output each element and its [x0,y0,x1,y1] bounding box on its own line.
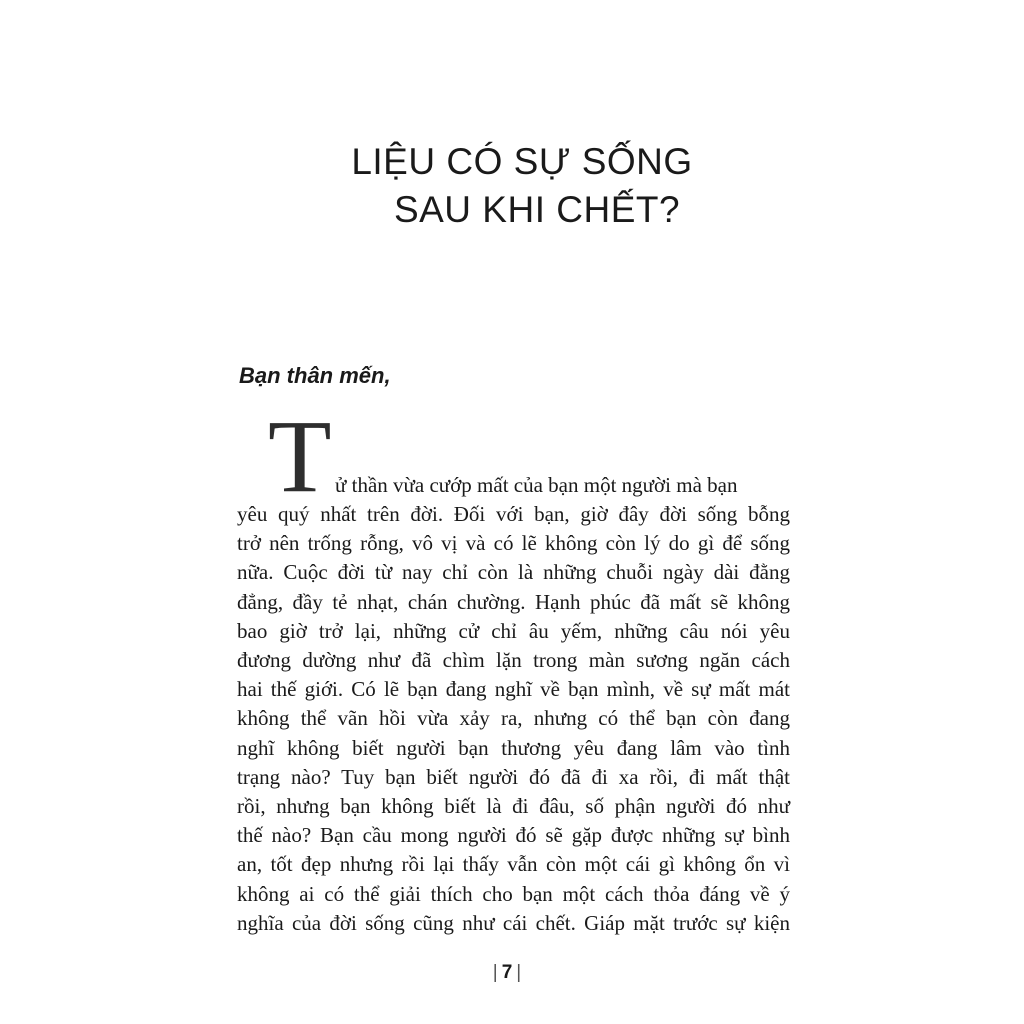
paragraph-line: hai thế giới. Có lẽ bạn đang nghĩ về bạn mình, về sự mất mát [237,677,790,702]
page-number-separator-right: | [516,962,522,983]
paragraph-line: nghĩa của đời sống cũng như cái chết. Giáp mặt trước sự kiện [237,910,790,935]
paragraph-line: không thể vãn hồi vừa xảy ra, nhưng có thể bạn còn đang [237,706,790,731]
paragraph-line: nghĩ không biết người bạn thương yêu đang lâm vào tình [237,735,790,760]
page-number-separator-left: | [492,962,498,983]
drop-cap: T [268,399,332,514]
paragraph-line: yêu quý nhất trên đời. Đối với bạn, giờ đây đời sống bỗng [237,502,790,526]
paragraph-line: rồi, nhưng bạn không biết là đi đâu, số phận người đó như [237,794,790,819]
paragraph-line: bao giờ trở lại, những cử chỉ âu yếm, những câu nói yêu [237,618,790,643]
page-number [0,962,1014,984]
paragraph-line: đương dường như đã chìm lặn trong màn sương ngăn cách [237,648,790,673]
paragraph-line: thế nào? Bạn cầu mong người đó sẽ gặp được những sự bình [237,823,790,848]
chapter-title-line-2: SAU KHI CHẾT? [393,189,681,230]
paragraph-line: nữa. Cuộc đời từ nay chỉ còn là những chuỗi ngày dài đằng [237,560,790,585]
paragraph-line: không ai có thể giải thích cho bạn một cách thỏa đáng về ý [237,881,790,906]
paragraph-line: trạng nào? Tuy bạn biết người đó đã đi xa rồi, đi mất thật [237,764,790,789]
paragraph-line: an, tốt đẹp nhưng rồi lại thấy vẫn còn một cái gì không ổn vì [237,852,790,877]
chapter-title-line-1: LIỆU CÓ SỰ SỐNG [351,141,693,182]
paragraph-line: đẳng, đầy tẻ nhạt, chán chường. Hạnh phúc đã mất sẽ không [237,589,790,614]
salutation: Bạn thân mến, [239,363,391,388]
page-number-value: 7 [501,962,513,983]
chapter-title [0,138,1024,234]
paragraph-first-line: ử thần vừa cướp mất của bạn một người mà bạn [335,473,738,497]
paragraph-line: trở nên trống rỗng, vô vị và có lẽ không còn lý do gì để sống [237,531,790,556]
paragraph-body [237,500,790,938]
